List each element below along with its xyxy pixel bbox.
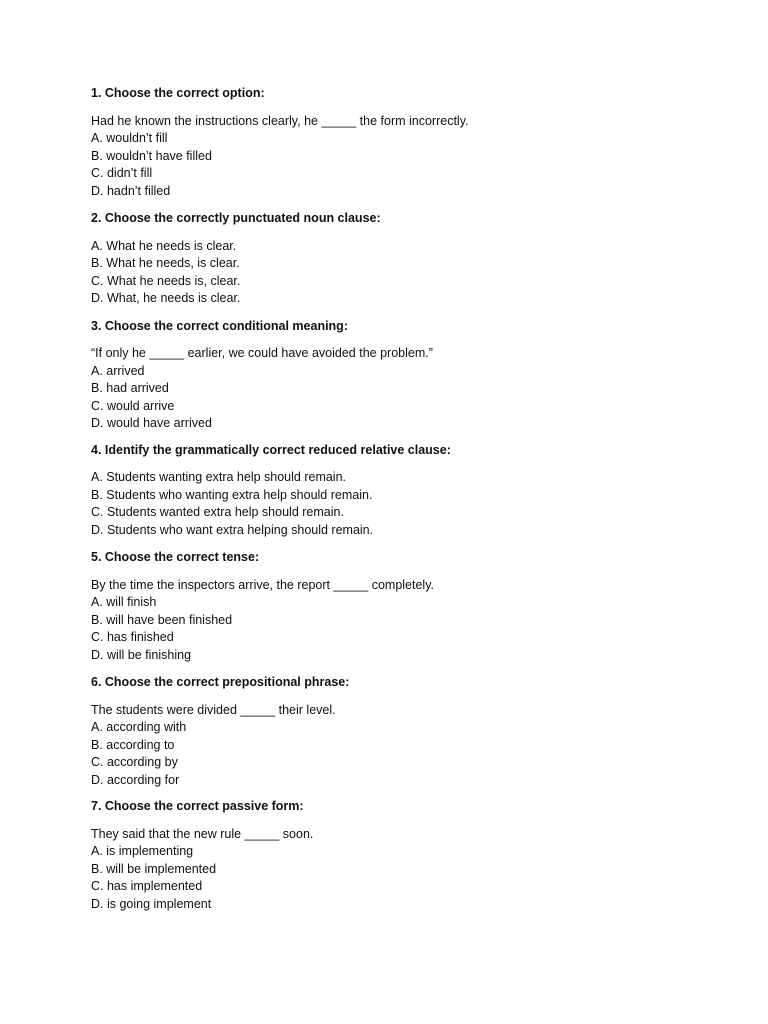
option-d: D. Students who want extra helping should remain. — [91, 522, 374, 537]
option-b: B. will have been finished — [91, 612, 233, 627]
option-c: C. has implemented — [91, 879, 203, 893]
option-list — [91, 363, 731, 433]
option-b: B. according to — [91, 737, 175, 752]
option-a: A. is implementing — [91, 844, 194, 858]
option-c: C. What he needs is, clear. — [91, 273, 241, 288]
option-c: C. has finished — [91, 630, 174, 644]
option-a: A. Students wanting extra help should remain. — [91, 470, 347, 484]
question-title: 4. Identify the grammatically correct reduced relative clause: — [91, 442, 451, 457]
question-1 — [91, 85, 731, 200]
option-c: C. didn’t fill — [91, 166, 153, 180]
worksheet — [91, 85, 731, 913]
option-list — [91, 843, 731, 913]
option-d: D. would have arrived — [91, 416, 212, 430]
question-stem: By the time the inspectors arrive, the report _____ completely. — [91, 577, 434, 592]
option-a: A. arrived — [91, 363, 145, 378]
question-4 — [91, 442, 731, 540]
question-stem: Had he known the instructions clearly, he _____ the form incorrectly. — [91, 113, 469, 128]
option-b: B. Students who wanting extra help should remain. — [91, 487, 373, 502]
question-title: 5. Choose the correct tense: — [91, 550, 260, 564]
option-d: D. is going implement — [91, 896, 212, 911]
option-b: B. will be implemented — [91, 861, 217, 876]
question-7 — [91, 798, 731, 913]
option-c: C. Students wanted extra help should remain. — [91, 505, 344, 519]
option-b: B. wouldn’t have filled — [91, 148, 212, 163]
question-title: 6. Choose the correct prepositional phrase: — [91, 675, 350, 689]
option-list — [91, 130, 731, 200]
option-c: C. according by — [91, 755, 178, 769]
question-3 — [91, 318, 731, 433]
question-stem: “If only he _____ earlier, we could have avoided the problem.” — [91, 346, 433, 360]
question-2 — [91, 210, 731, 308]
option-list — [91, 469, 731, 539]
question-title: 2. Choose the correctly punctuated noun clause: — [91, 211, 381, 225]
option-list — [91, 238, 731, 308]
option-d: D. will be finishing — [91, 647, 192, 662]
option-c: C. would arrive — [91, 398, 175, 413]
option-list — [91, 719, 731, 789]
option-a: A. wouldn’t fill — [91, 131, 168, 145]
option-a: A. will finish — [91, 595, 157, 609]
option-a: A. What he needs is clear. — [91, 238, 237, 253]
question-title: 1. Choose the correct option: — [91, 86, 265, 100]
option-d: D. hadn’t filled — [91, 183, 171, 198]
question-6 — [91, 674, 731, 789]
question-title: 3. Choose the correct conditional meaning: — [91, 318, 348, 333]
option-list — [91, 594, 731, 664]
question-5 — [91, 549, 731, 664]
option-b: B. What he needs, is clear. — [91, 256, 240, 270]
option-d: D. according for — [91, 772, 180, 787]
question-stem: The students were divided _____ their level. — [91, 702, 336, 717]
question-title: 7. Choose the correct passive form: — [91, 799, 304, 813]
option-b: B. had arrived — [91, 381, 169, 395]
question-stem: They said that the new rule _____ soon. — [91, 826, 314, 841]
option-a: A. according with — [91, 720, 187, 734]
option-d: D. What, he needs is clear. — [91, 291, 241, 305]
